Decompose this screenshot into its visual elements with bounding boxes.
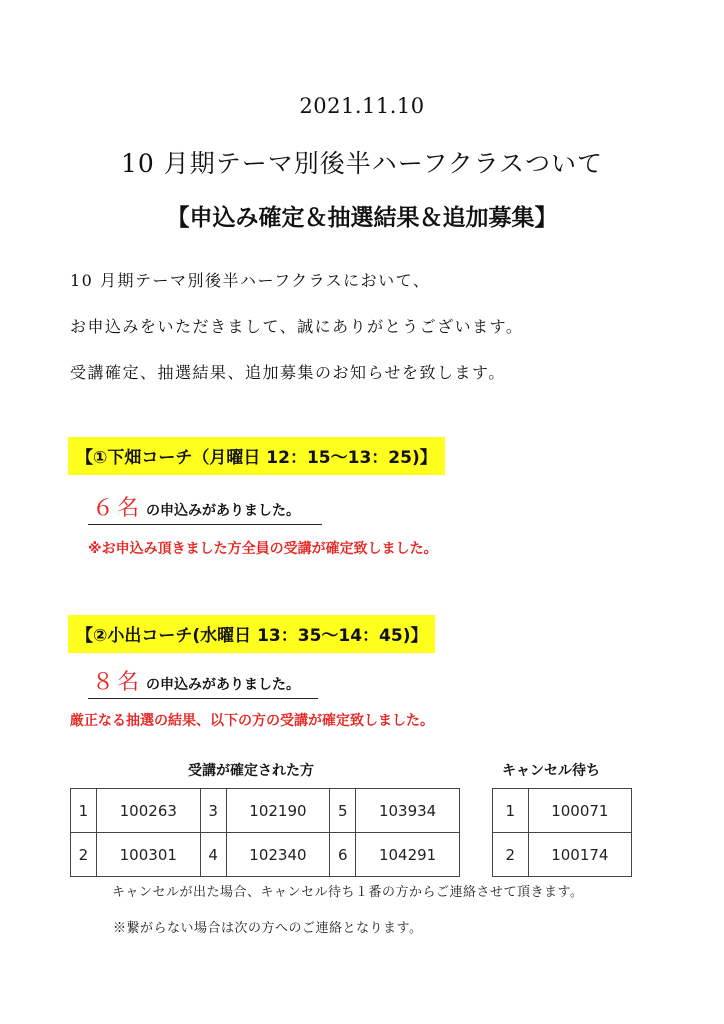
applicant-id: 100263 (96, 789, 200, 833)
applicant-id: 102340 (226, 833, 330, 877)
section1-count-number: ６名 (92, 496, 143, 521)
table-row (71, 789, 460, 833)
table-row (493, 789, 632, 833)
intro-line-1: 10 月期テーマ別後半ハーフクラスにおいて、 (70, 271, 431, 290)
row-number: 5 (330, 789, 356, 833)
row-number: 2 (493, 833, 529, 877)
applicant-id: 100174 (528, 833, 631, 877)
applicant-id: 102190 (226, 789, 330, 833)
document-title: 10 月期テーマ別後半ハーフクラスついて (120, 149, 603, 178)
applicant-id: 100071 (528, 789, 631, 833)
contact-footnote: ※繋がらない場合は次の方へのご連絡となります。 (113, 921, 423, 936)
row-number: 4 (200, 833, 226, 877)
document-date: 2021.11.10 (299, 94, 425, 118)
document-subtitle: 【申込み確定＆抽選結果＆追加募集】 (166, 205, 558, 231)
row-number: 1 (71, 789, 97, 833)
section2-count-number: ８名 (92, 670, 143, 695)
section1-coach-header: 【①下畑コーチ（月曜日 12：15〜13：25)】 (68, 437, 445, 475)
confirmed-table (70, 788, 460, 877)
row-number: 3 (200, 789, 226, 833)
applicant-id: 104291 (356, 833, 460, 877)
section2-coach-header: 【②小出コーチ(水曜日 13：35〜14：45)】 (68, 615, 435, 653)
confirmed-table-caption: 受講が確定された方 (188, 763, 314, 779)
section1-notice: ※お申込み頂きました方全員の受講が確定致しました。 (88, 541, 438, 557)
waitlist-table-caption: キャンセル待ち (502, 763, 600, 779)
section1-count-text: の申込みがありました。 (146, 503, 301, 519)
waitlist-table (492, 788, 632, 877)
intro-line-3: 受講確定、抽選結果、追加募集のお知らせを致します。 (70, 363, 506, 382)
applicant-id: 103934 (356, 789, 460, 833)
row-number: 1 (493, 789, 529, 833)
applicant-id: 100301 (96, 833, 200, 877)
section2-applicant-count (88, 665, 318, 699)
section2-count-text: の申込みがありました。 (146, 677, 301, 693)
row-number: 6 (330, 833, 356, 877)
row-number: 2 (71, 833, 97, 877)
intro-line-2: お申込みをいただきまして、誠にありがとうございます。 (70, 317, 524, 336)
table-row (493, 833, 632, 877)
table-row (71, 833, 460, 877)
section2-notice: 厳正なる抽選の結果、以下の方の受講が確定致しました。 (70, 713, 434, 729)
waitlist-footnote: キャンセルが出た場合、キャンセル待ち１番の方からご連絡させて頂きます。 (112, 885, 584, 900)
section1-applicant-count (88, 491, 322, 525)
